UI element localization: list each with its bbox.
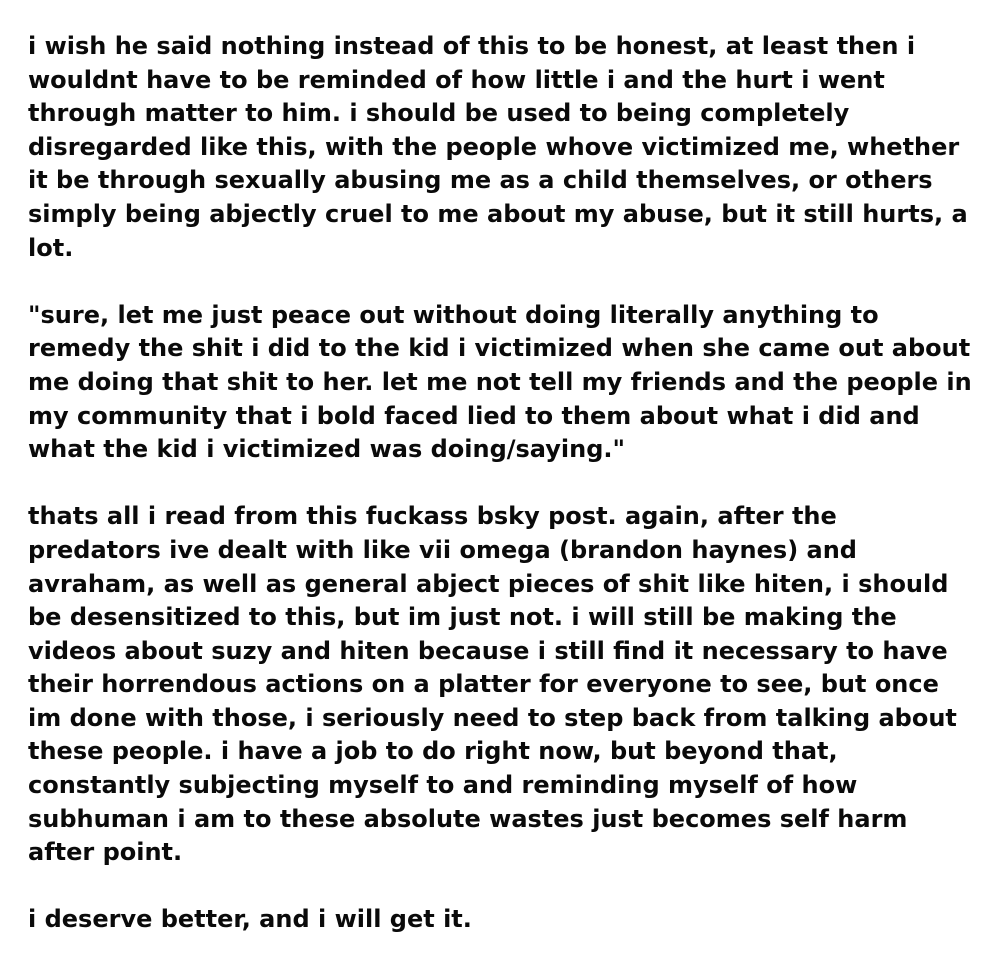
text-line: im done with those, i seriously need to step back from talking about — [28, 703, 957, 732]
text-line: what the kid i victimized was doing/saying." — [28, 435, 626, 464]
text-line: i wish he said nothing instead of this to be honest, at least then i — [28, 32, 916, 60]
paragraph-2 — [28, 299, 978, 467]
text-line: predators ive dealt with like vii omega (brandon haynes) and — [28, 535, 857, 564]
text-line: remedy the shit i did to the kid i victimized when she came out about — [28, 334, 971, 363]
text-line: wouldnt have to be reminded of how little i and the hurt i went — [28, 65, 885, 94]
text-line: it be through sexually abusing me as a child themselves, or others — [28, 166, 933, 195]
text-line: avraham, as well as general abject pieces of shit like hiten, i should — [28, 569, 949, 598]
text-line: through matter to him. i should be used to being completely — [28, 99, 850, 128]
text-line: thats all i read from this fuckass bsky post. again, after the — [28, 502, 837, 531]
text-line: constantly subjecting myself to and reminding myself of how — [28, 771, 858, 800]
text-line: simply being abjectly cruel to me about my abuse, but it still hurts, a — [28, 199, 968, 228]
text-line: their horrendous actions on a platter for everyone to see, but once — [28, 670, 939, 699]
text-line: videos about suzy and hiten because i still find it necessary to have — [28, 636, 948, 665]
paragraph-4 — [28, 903, 978, 937]
document-body — [28, 30, 978, 937]
paragraph-1 — [28, 30, 978, 265]
text-line: me doing that shit to her. let me not tell my friends and the people in — [28, 367, 972, 396]
text-line: these people. i have a job to do right now, but beyond that, — [28, 737, 838, 766]
text-line: my community that i bold faced lied to them about what i did and — [28, 401, 920, 430]
text-line: subhuman i am to these absolute wastes just becomes self harm — [28, 804, 908, 833]
text-line: after point. — [28, 838, 183, 867]
text-line: disregarded like this, with the people whove victimized me, whether — [28, 132, 960, 161]
text-line: "sure, let me just peace out without doing literally anything to — [28, 300, 879, 329]
text-line: i deserve better, and i will get it. — [28, 905, 472, 934]
paragraph-3 — [28, 500, 978, 870]
text-line: lot. — [28, 233, 74, 262]
text-line: be desensitized to this, but im just not. i will still be making the — [28, 603, 897, 632]
